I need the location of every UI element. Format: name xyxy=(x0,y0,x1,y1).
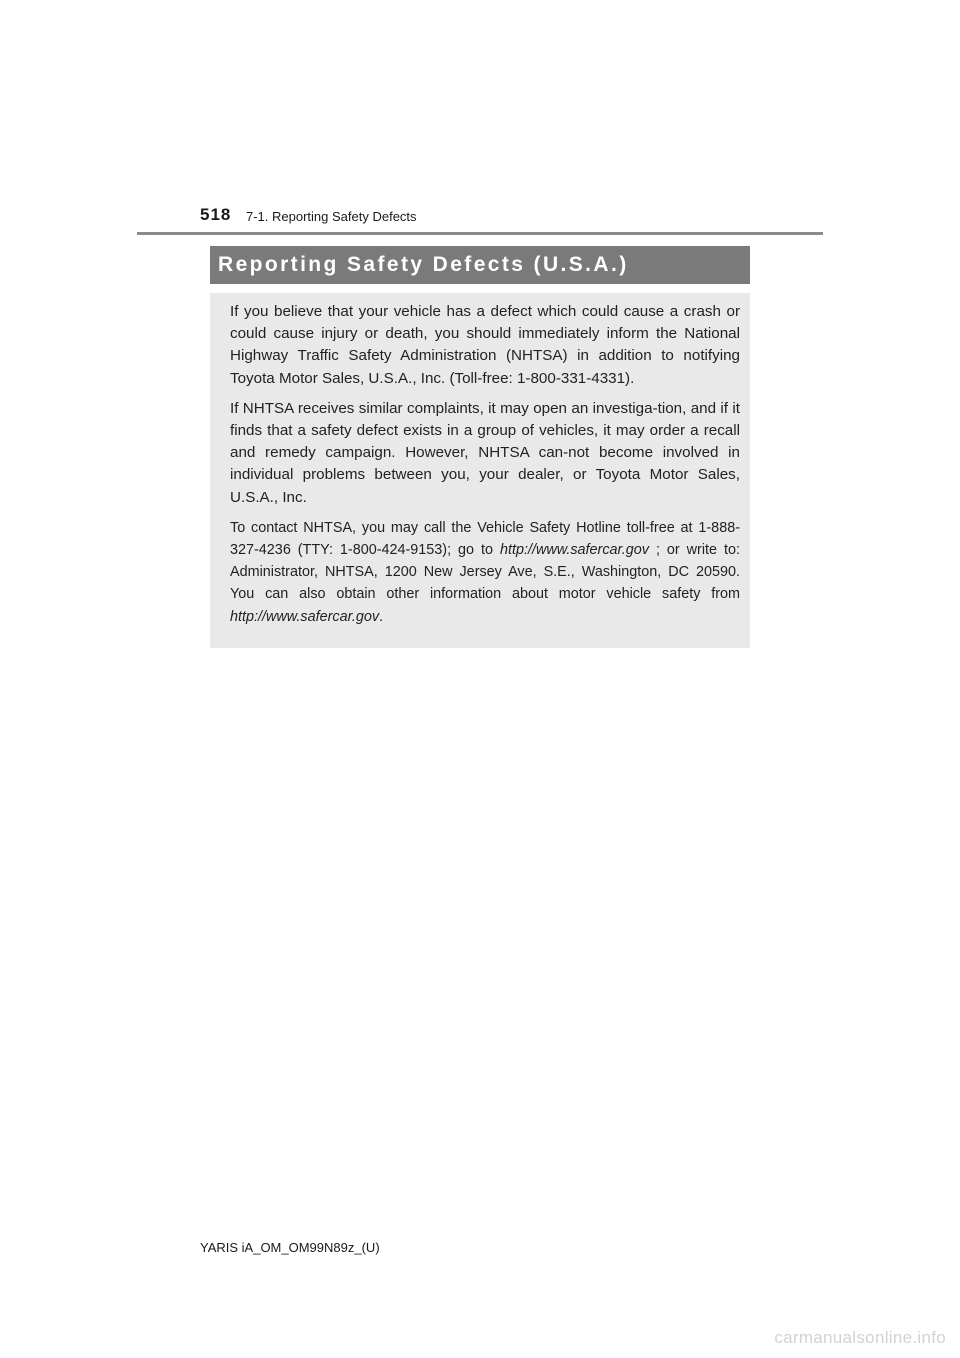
paragraph-nhtsa-investigation: If NHTSA receives similar complaints, it may open an investiga-tion, and if it finds that a safety defect exists in a group of vehicles, it may order a recall and remedy campaign. However, NHTSA can-not become involved in individual problems between you, your dealer, or Toyota Motor Sales, U.S.A., Inc. xyxy=(230,399,740,506)
safercar-link-1[interactable]: http://www.safercar.gov xyxy=(499,542,649,559)
watermark: carmanualsonline.info xyxy=(774,1328,946,1347)
section-title-bar xyxy=(210,246,750,284)
header-divider xyxy=(137,232,823,235)
document-id: YARIS iA_OM_OM99N89z_(U) xyxy=(200,1240,380,1255)
safercar-link-2[interactable]: http://www.safercar.gov xyxy=(230,608,380,625)
section-title: Reporting Safety Defects (U.S.A.) xyxy=(218,253,629,276)
contact-text-3: . xyxy=(379,608,384,625)
section-breadcrumb: 7-1. Reporting Safety Defects xyxy=(246,209,417,224)
paragraph-report-defect: If you believe that your vehicle has a defect which could cause a crash or could cause injury or death, you should immediately inform the National Highway Traffic Safety Administration (NHTSA) in addition to notifying Toyota Motor Sales, U.S.A., Inc. (Toll-free: 1-800-331-4331). xyxy=(230,303,740,387)
paragraph-contact-nhtsa xyxy=(230,517,740,628)
contact-text-1: To contact NHTSA, you may call the Vehicle Safety Hotline toll-free at 1-888-327-4236 (TTY: 1-800-424-9153); go to xyxy=(230,519,740,559)
page-number: 518 xyxy=(200,205,232,224)
contact-text-2: ; or write to: Administrator, NHTSA, 1200 New Jersey Ave, S.E., Washington, DC 20590. You can also obtain other information about motor vehicle safety from xyxy=(230,542,740,603)
content-box xyxy=(210,293,750,648)
